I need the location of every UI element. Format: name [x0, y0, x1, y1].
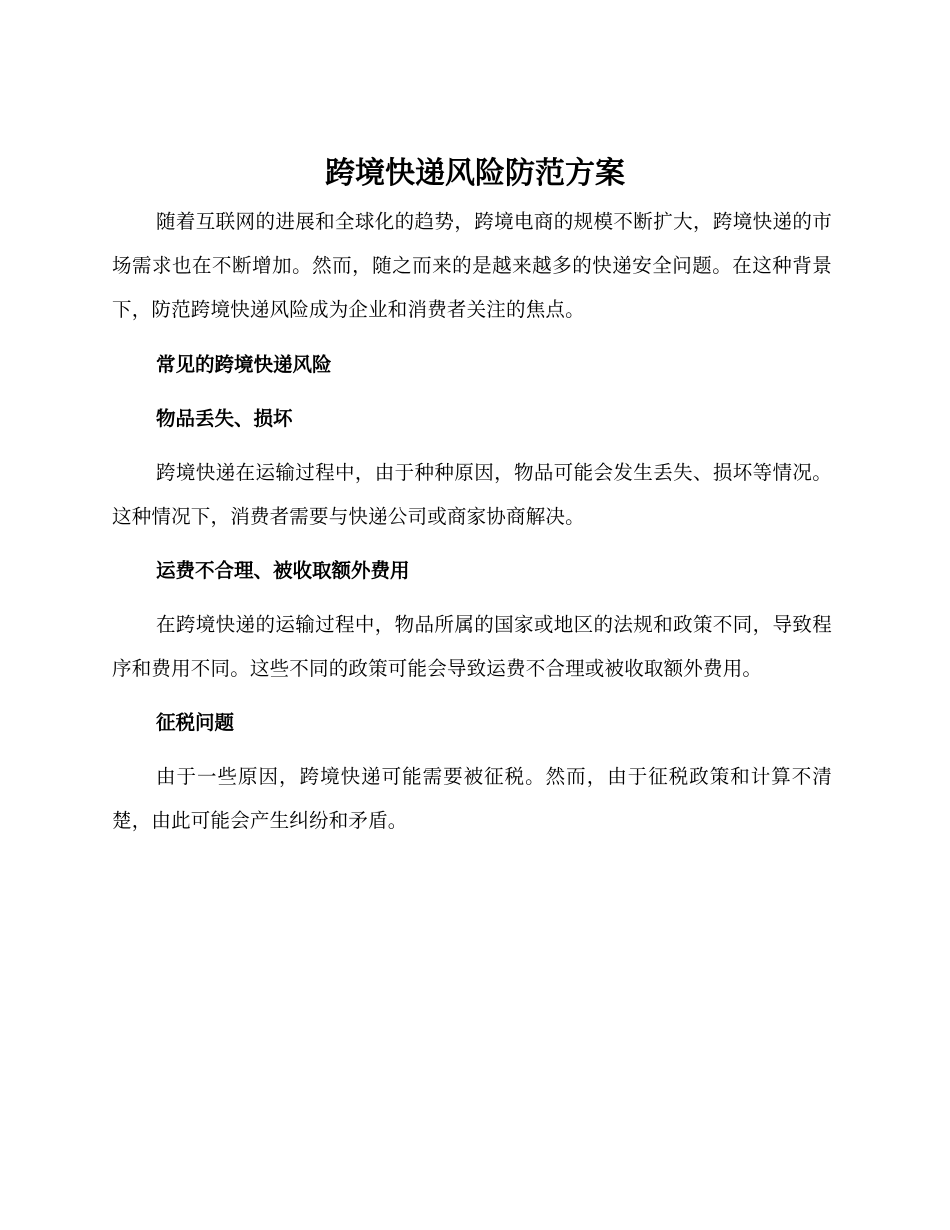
document-content [112, 148, 832, 843]
spacer [112, 691, 832, 701]
intro-paragraph: 随着互联网的进展和全球化的趋势，跨境电商的规模不断扩大，跨境快递的市场需求也在不断增加。然而，随之而来的是越来越多的快递安全问题。在这种背景下，防范跨境快递风险成为企业和消费者关注的焦点。 [112, 210, 832, 321]
spacer [112, 593, 832, 603]
subsection-body-taxation: 由于一些原因，跨境快递可能需要被征税。然而，由于征税政策和计算不清楚，由此可能会产生纠纷和矛盾。 [112, 765, 832, 832]
spacer [112, 539, 832, 549]
subsection-heading-lost-damaged: 物品丢失、损坏 [156, 407, 293, 430]
spacer [112, 441, 832, 451]
spacer [112, 387, 832, 397]
subsection-body-lost-damaged: 跨境快递在运输过程中，由于种种原因，物品可能会发生丢失、损坏等情况。这种情况下，消费者需要与快递公司或商家协商解决。 [112, 461, 832, 528]
spacer [112, 745, 832, 755]
section-heading: 常见的跨境快递风险 [156, 353, 332, 376]
document-title: 跨境快递风险防范方案 [325, 156, 625, 191]
spacer [112, 332, 832, 343]
subsection-heading-shipping-fees: 运费不合理、被收取额外费用 [156, 559, 410, 582]
subsection-heading-taxation: 征税问题 [156, 711, 235, 734]
subsection-body-shipping-fees: 在跨境快递的运输过程中，物品所属的国家或地区的法规和政策不同，导致程序和费用不同。这些不同的政策可能会导致运费不合理或被收取额外费用。 [112, 613, 832, 680]
